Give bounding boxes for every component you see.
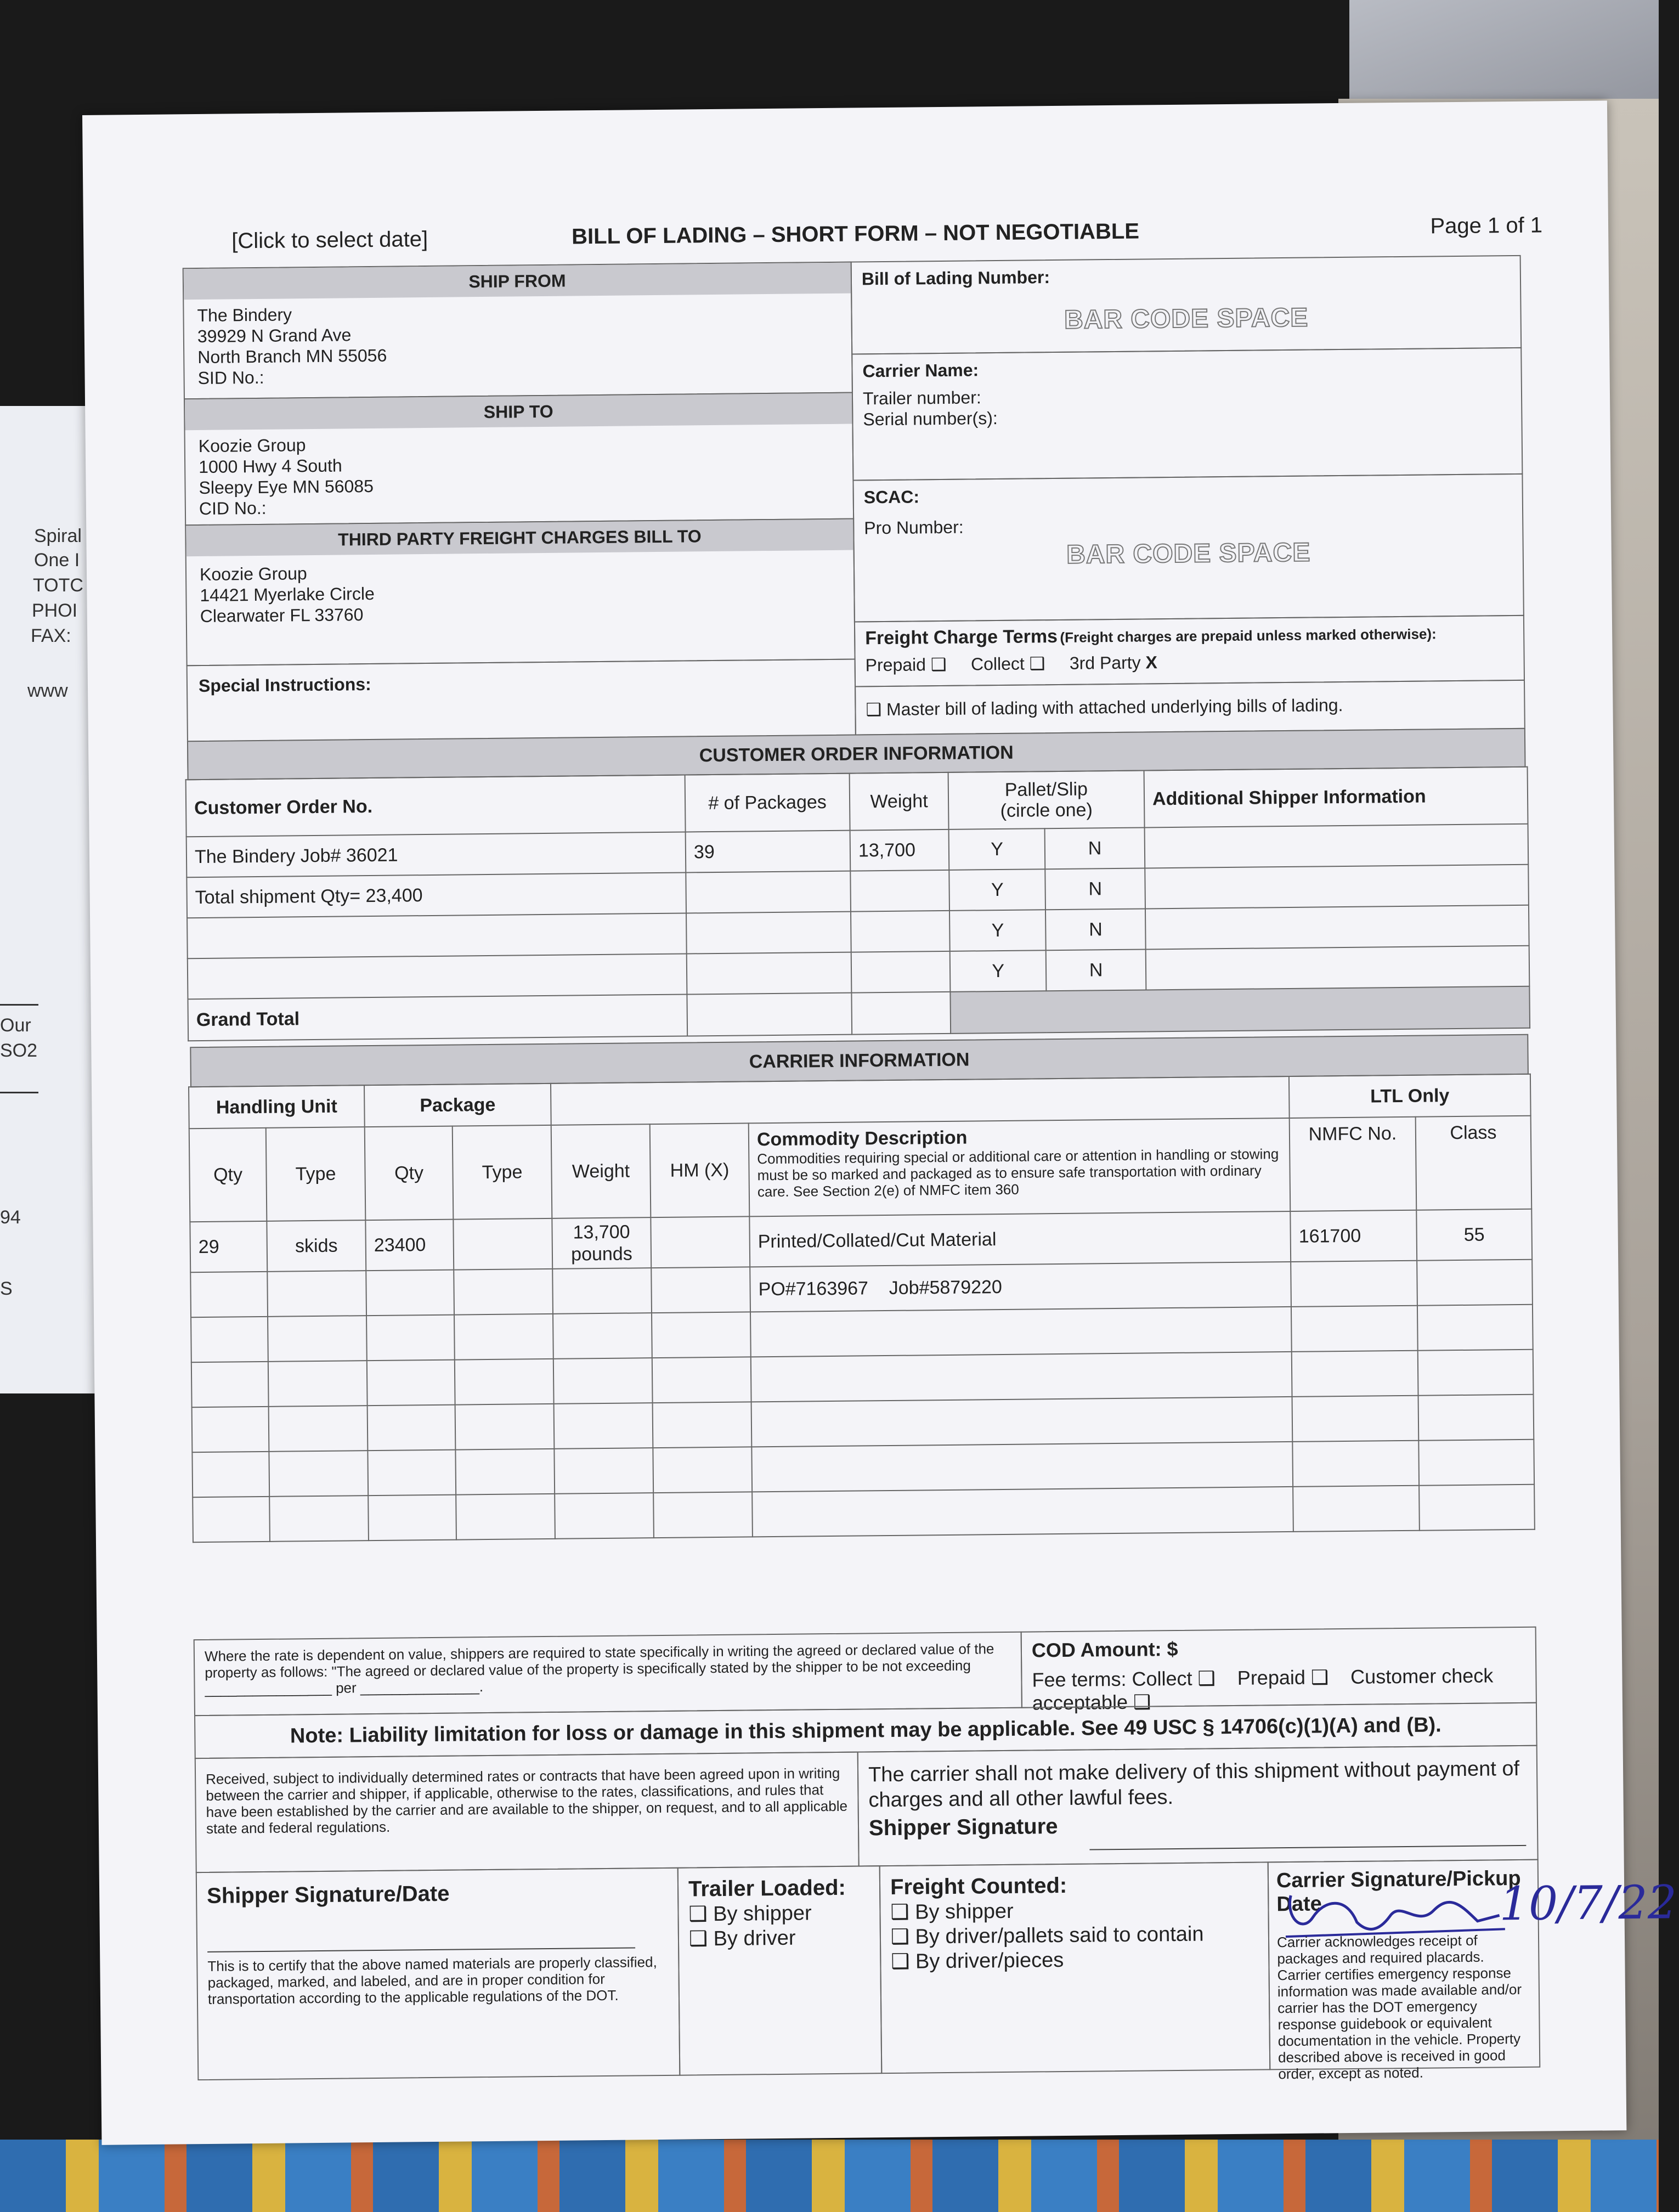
circle-one-label: (circle one) bbox=[1000, 799, 1093, 821]
pallet-no[interactable]: N bbox=[1045, 909, 1145, 950]
pallet-yes[interactable]: Y bbox=[949, 910, 1046, 951]
column-header: Type bbox=[266, 1127, 366, 1221]
third-party-mark: X bbox=[1145, 652, 1158, 673]
weight: 13,700 bbox=[850, 830, 949, 871]
column-header: Type bbox=[453, 1125, 552, 1220]
hu-qty: 29 bbox=[190, 1221, 267, 1272]
underlying-text: FAX: bbox=[31, 625, 71, 646]
address-line: Clearwater FL 33760 bbox=[200, 605, 364, 626]
address-line: CID No.: bbox=[199, 498, 267, 518]
grand-total-label: Grand Total bbox=[188, 994, 687, 1041]
trailer-loaded-box bbox=[677, 1865, 883, 2076]
commodity-description: PO#7163967 Job#5879220 bbox=[750, 1262, 1291, 1312]
form-title: BILL OF LADING – SHORT FORM – NOT NEGOTIABLE bbox=[571, 219, 1140, 249]
customer-order-heading: CUSTOMER ORDER INFORMATION bbox=[187, 728, 1526, 780]
commodity-header bbox=[749, 1118, 1291, 1216]
rate-note-box bbox=[194, 1632, 1022, 1716]
freight-terms-box bbox=[854, 615, 1525, 687]
cod-box bbox=[1021, 1627, 1537, 1714]
pallet-yes[interactable]: Y bbox=[950, 950, 1047, 992]
packages bbox=[687, 952, 852, 995]
commodity-description: Printed/Collated/Cut Material bbox=[749, 1211, 1291, 1267]
address-line: North Branch MN 55056 bbox=[197, 345, 387, 368]
class: 55 bbox=[1416, 1209, 1532, 1261]
barcode-space: BAR CODE SPACE bbox=[1066, 538, 1311, 569]
received-box bbox=[195, 1752, 860, 1874]
grand-total-packages bbox=[687, 993, 852, 1036]
shipper-sig-date-box bbox=[196, 1867, 681, 2080]
carrier-name-label: Carrier Name: bbox=[862, 360, 979, 381]
carrier-sig-label: Carrier Signature/Pickup Date bbox=[1276, 1866, 1521, 1916]
carrier-sig-box bbox=[1268, 1859, 1677, 2083]
hu-qty bbox=[190, 1272, 268, 1317]
column-header: HM (X) bbox=[650, 1123, 750, 1217]
ship-from-address bbox=[184, 294, 852, 394]
freight-terms-label: Freight Charge Terms bbox=[865, 625, 1058, 649]
third-party-heading: THIRD PARTY FREIGHT CHARGES BILL TO bbox=[186, 520, 853, 557]
blank-header bbox=[551, 1076, 1290, 1125]
column-header: Class bbox=[1416, 1116, 1532, 1210]
packages bbox=[686, 912, 851, 954]
carrier-acknowledge-text: Carrier acknowledges receipt of packages and required placards. Carrier certifies emergency response information was made available and/or carrier has the DOT emergency response guidebook or equivalent documentation in the vehicle. Property described above is received in good order, except as noted. bbox=[1276, 1932, 1522, 2083]
hu-type: skids bbox=[267, 1220, 366, 1272]
weight bbox=[851, 951, 951, 993]
underlying-text: PHOI bbox=[32, 600, 78, 621]
freight-counted-label: Freight Counted: bbox=[890, 1873, 1067, 1900]
pro-number-label: Pro Number: bbox=[864, 517, 964, 538]
additional-info bbox=[1145, 824, 1529, 868]
ship-to-address bbox=[185, 424, 853, 525]
weight bbox=[552, 1217, 651, 1269]
pkg-type bbox=[454, 1269, 553, 1315]
pkg-qty bbox=[366, 1270, 454, 1316]
hu-type bbox=[267, 1271, 366, 1317]
ship-to-heading: SHIP TO bbox=[185, 393, 852, 431]
underlying-text: Spiral bbox=[34, 526, 82, 546]
bol-number-label: Bill of Lading Number: bbox=[861, 267, 1050, 289]
address-line: 39929 N Grand Ave bbox=[197, 325, 352, 347]
column-header: Weight bbox=[551, 1124, 651, 1218]
carrier-name-box bbox=[851, 347, 1523, 481]
serial-numbers-label: Serial number(s): bbox=[863, 408, 998, 430]
nmfc-number bbox=[1291, 1261, 1417, 1307]
address-line: Koozie Group bbox=[198, 435, 306, 456]
carrier-delivery-note: The carrier shall not make delivery of this shipment without payment of charges and all other lawful fees. bbox=[868, 1757, 1520, 1812]
handling-unit-header: Handling Unit bbox=[189, 1085, 365, 1128]
address-line: SID No.: bbox=[197, 367, 264, 388]
weight bbox=[850, 870, 949, 912]
nmfc-number: 161700 bbox=[1290, 1210, 1417, 1262]
weight bbox=[851, 911, 950, 952]
packages bbox=[686, 871, 851, 913]
fee-prepaid-checkbox[interactable]: Prepaid ❑ bbox=[1237, 1666, 1329, 1689]
column-header: Customer Order No. bbox=[186, 775, 686, 837]
address-line: The Bindery bbox=[197, 304, 292, 326]
order-number: Total shipment Qty= 23,400 bbox=[186, 873, 686, 918]
weight bbox=[552, 1268, 652, 1314]
additional-info bbox=[1145, 905, 1529, 950]
additional-info bbox=[1145, 865, 1529, 909]
commodity-note: Commodities requiring special or additional care or attention in handling or stowing must be so marked and packaged as to ensure safe transportation with ordinary care. See Section 2(e) of NMFC item 360 bbox=[757, 1146, 1279, 1200]
shipper-sig-date-label: Shipper Signature/Date bbox=[206, 1881, 450, 1908]
bol-number-box bbox=[851, 255, 1522, 355]
order-number bbox=[188, 953, 687, 999]
page-number: Page 1 of 1 bbox=[1430, 213, 1543, 239]
fee-collect-checkbox[interactable]: Fee terms: Collect ❑ bbox=[1032, 1667, 1216, 1691]
underlying-text: S bbox=[0, 1278, 13, 1299]
pallet-no[interactable]: N bbox=[1046, 949, 1146, 991]
class bbox=[1417, 1260, 1533, 1306]
pallet-yes[interactable]: Y bbox=[949, 828, 1045, 870]
third-party-option[interactable]: 3rd Party bbox=[1069, 652, 1141, 673]
ship-from-box bbox=[183, 262, 853, 400]
date-field[interactable]: [Click to select date] bbox=[231, 227, 428, 253]
grand-total-weight bbox=[851, 992, 951, 1035]
liability-note: Note: Liability limitation for loss or damage in this shipment may be applicable. See 49 USC § 14706(c)(1)(A) and (B). bbox=[290, 1713, 1441, 1748]
bill-of-lading-form bbox=[149, 210, 1677, 2083]
collect-checkbox[interactable]: Collect ❑ bbox=[970, 653, 1045, 674]
address-line: 1000 Hwy 4 South bbox=[198, 455, 342, 477]
pallet-no[interactable]: N bbox=[1045, 868, 1145, 910]
ship-from-heading: SHIP FROM bbox=[184, 263, 851, 300]
weight-unit: pounds bbox=[571, 1243, 632, 1265]
shipper-signature-line[interactable] bbox=[1089, 1845, 1526, 1850]
carrier-info-heading: CARRIER INFORMATION bbox=[190, 1034, 1529, 1087]
rate-note: Where the rate is dependent on value, shippers are required to state specifically in writing the agreed or declared value of the property as follows: "The agreed or declared value of the property is specifically stated by the shipper to be not exceeding ________________ per _______________. bbox=[204, 1640, 994, 1697]
prepaid-checkbox[interactable]: Prepaid ❑ bbox=[865, 654, 947, 675]
received-text: Received, subject to individually determined rates or contracts that have been agreed upon in writing between the carrier and shipper, if applicable, otherwise to the rates, classifications, and rules that have been established by the carrier and are available to the shipper, on request, and to all applicable state and federal regulations. bbox=[205, 1764, 848, 1837]
pkg-qty: 23400 bbox=[365, 1220, 454, 1271]
scac-box bbox=[852, 473, 1524, 623]
package-header: Package bbox=[364, 1084, 551, 1127]
column-header bbox=[948, 770, 1145, 829]
third-party-box bbox=[185, 518, 855, 667]
customer-order-table bbox=[185, 766, 1530, 1041]
freight-counted-box bbox=[879, 1861, 1271, 2074]
customer-check-checkbox[interactable]: Customer check acceptable ❑ bbox=[1032, 1664, 1494, 1714]
hm bbox=[651, 1267, 750, 1313]
column-header: Additional Shipper Information bbox=[1144, 767, 1528, 828]
address-line: 14421 Myerlake Circle bbox=[200, 583, 375, 605]
pallet-yes[interactable]: Y bbox=[949, 869, 1045, 911]
weight-value: 13,700 bbox=[573, 1221, 630, 1243]
master-bol-checkbox[interactable]: ❑ Master bill of lading with attached underlying bills of lading. bbox=[866, 695, 1343, 720]
shipper-signature-label: Shipper Signature bbox=[868, 1814, 1058, 1841]
additional-info bbox=[1146, 946, 1530, 990]
order-number bbox=[187, 913, 687, 958]
commodity-description-label: Commodity Description bbox=[756, 1127, 968, 1150]
by-shipper-checkbox[interactable]: ❑ By shipper bbox=[688, 1901, 812, 1926]
cod-amount[interactable]: COD Amount: $ bbox=[1031, 1637, 1178, 1662]
trailer-number-label: Trailer number: bbox=[862, 387, 981, 409]
special-instructions-label: Special Instructions: bbox=[198, 674, 371, 696]
by-driver-checkbox[interactable]: ❑ By driver bbox=[688, 1926, 796, 1951]
underlying-text: Our bbox=[0, 1015, 31, 1036]
underlying-text: 94 bbox=[0, 1207, 21, 1228]
column-header: # of Packages bbox=[685, 774, 850, 832]
divider bbox=[0, 1004, 38, 1006]
underlying-text: TOTC bbox=[33, 575, 83, 596]
column-header: Qty bbox=[365, 1126, 454, 1221]
hm bbox=[651, 1216, 750, 1268]
ship-to-box bbox=[184, 392, 854, 526]
counted-by-shipper-checkbox[interactable]: ❑ By shipper bbox=[890, 1899, 1014, 1925]
background-rug bbox=[0, 2140, 1659, 2212]
column-header: NMFC No. bbox=[1290, 1117, 1417, 1211]
scac-label: SCAC: bbox=[863, 487, 920, 507]
address-line: Sleepy Eye MN 56085 bbox=[199, 476, 374, 498]
grand-total-shaded bbox=[950, 986, 1530, 1034]
underlying-text: SO2 bbox=[0, 1040, 38, 1061]
barcode-space: BAR CODE SPACE bbox=[1064, 303, 1309, 335]
pkg-type bbox=[453, 1218, 552, 1270]
freight-terms-note: (Freight charges are prepaid unless marked otherwise): bbox=[1060, 625, 1437, 646]
pallet-no[interactable]: N bbox=[1045, 827, 1145, 869]
trailer-loaded-label: Trailer Loaded: bbox=[688, 1875, 846, 1901]
pallet-slip-label: Pallet/Slip bbox=[1004, 778, 1088, 800]
carrier-info-table bbox=[188, 1074, 1535, 1543]
column-header: Weight bbox=[850, 772, 949, 831]
column-header: Qty bbox=[189, 1128, 267, 1222]
pickup-date-handwriting: 10/7/22 bbox=[1499, 1875, 1677, 1931]
order-number: The Bindery Job# 36021 bbox=[186, 832, 686, 878]
shipper-certify-text: This is to certify that the above named materials are properly classified, packaged, marked, and labeled, and are in proper condition for transportation according to the applicable regulations of the DOT. bbox=[207, 1954, 657, 2007]
bill-of-lading-paper bbox=[82, 100, 1677, 2145]
underlying-text: One I bbox=[34, 550, 80, 571]
counted-by-driver-pieces-checkbox[interactable]: ❑ By driver/pieces bbox=[891, 1948, 1064, 1974]
packages: 39 bbox=[686, 831, 851, 873]
address-line: Koozie Group bbox=[199, 563, 307, 584]
ltl-only-header: LTL Only bbox=[1289, 1074, 1531, 1118]
third-party-address bbox=[186, 550, 854, 635]
counted-by-driver-pallets-checkbox[interactable]: ❑ By driver/pallets said to contain bbox=[890, 1922, 1204, 1949]
delivery-box bbox=[857, 1745, 1539, 1867]
underlying-text: www bbox=[27, 680, 68, 701]
divider bbox=[0, 1092, 38, 1093]
master-bol-box bbox=[855, 680, 1525, 736]
